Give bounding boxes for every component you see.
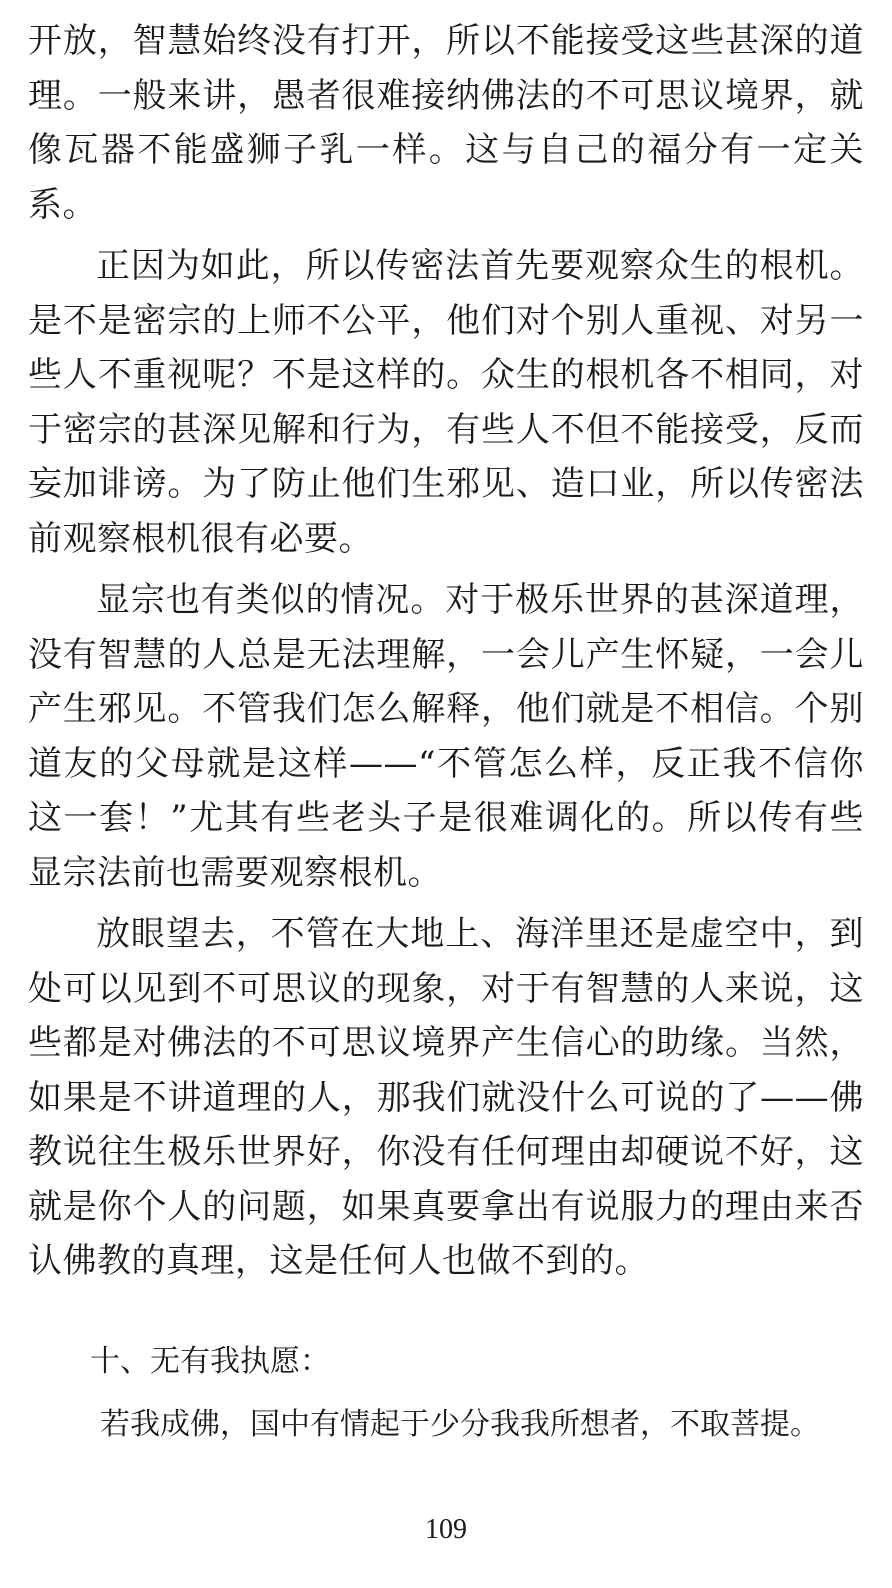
paragraph-4: 放眼望去，不管在大地上、海洋里还是虚空中，到处可以见到不可思议的现象，对于有智慧的人来说，这些都是对佛法的不可思议境界产生信心的助缘。当然，如果是不讲道理的人，那我们就没什么可说的了——佛教说往生极乐世界好，你没有任何理由却硬说不好，这就是你个人的问题，如果真要拿出有说服力的理由来否认佛教的真理，这是任何人也做不到的。 bbox=[28, 914, 864, 1281]
paragraph-2: 正因为如此，所以传密法首先要观察众生的根机。是不是密宗的上师不公平，他们对个别人重视、对另一些人不重视呢？不是这样的。众生的根机各不相同，对于密宗的甚深见解和行为，有些人不但不能接受，反而妄加诽谤。为了防止他们生邪见、造口业，所以传密法前观察根机很有必要。 bbox=[28, 246, 864, 559]
body-text bbox=[28, 14, 864, 1296]
paragraph-3: 显宗也有类似的情况。对于极乐世界的甚深道理，没有智慧的人总是无法理解，一会儿产生怀疑，一会儿产生邪见。不管我们怎么解释，他们就是不相信。个别道友的父母就是这样——“不管怎么样，反正我不信你这一套！”尤其有些老头子是很难调化的。所以传有些显宗法前也需要观察根机。 bbox=[28, 580, 864, 893]
page-number: 109 bbox=[425, 1514, 467, 1545]
paragraph-1: 开放，智慧始终没有打开，所以不能接受这些甚深的道理。一般来讲，愚者很难接纳佛法的不可思议境界，就像瓦器不能盛狮子乳一样。这与自己的福分有一定关系。 bbox=[28, 21, 864, 225]
section-heading: 十、无有我执愿： bbox=[90, 1344, 330, 1379]
vow-text: 若我成佛，国中有情起于少分我我所想者，不取菩提。 bbox=[100, 1407, 820, 1442]
